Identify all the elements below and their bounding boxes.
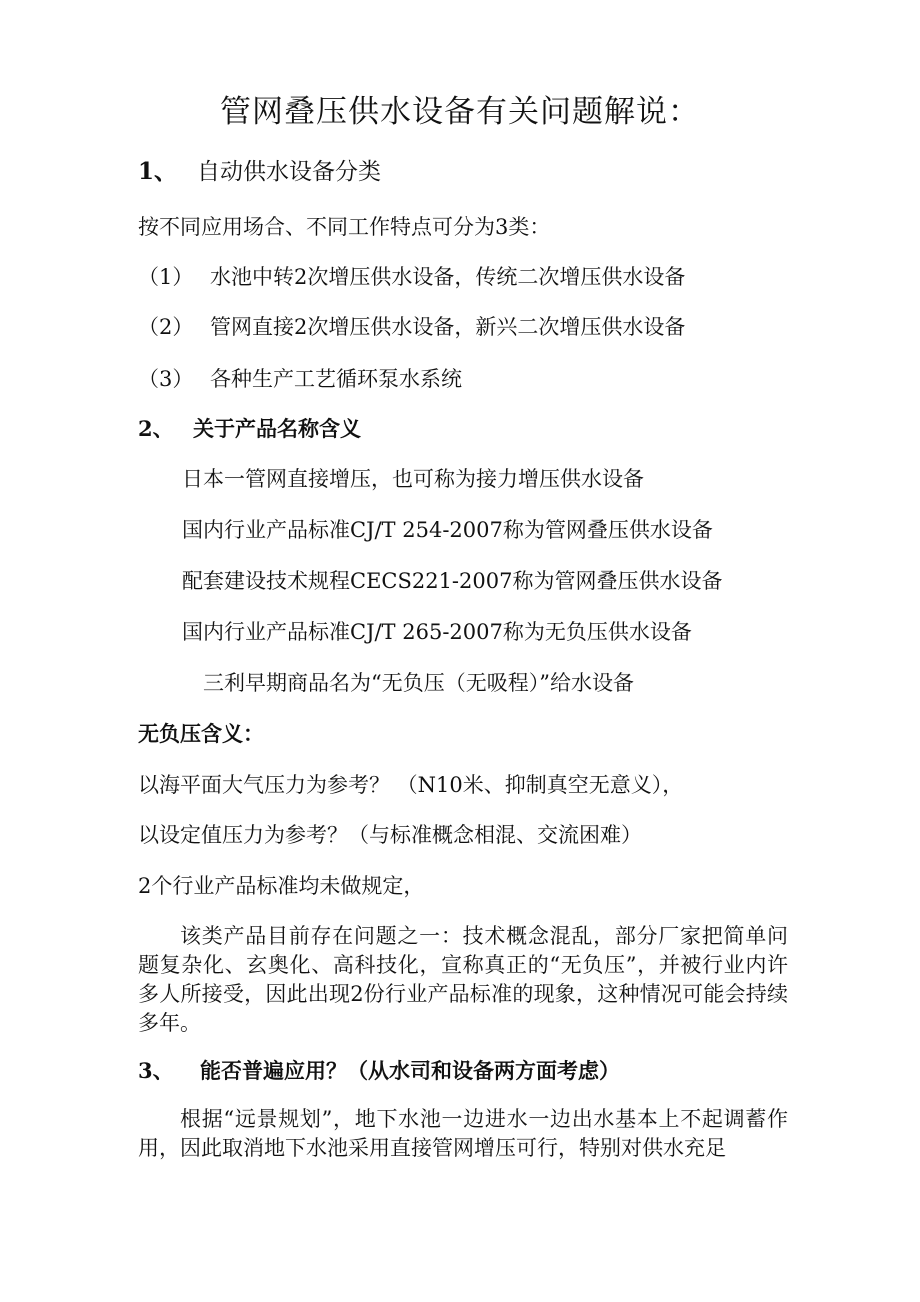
list-item: 管网直接2次增压供水设备，新兴二次增压供水设备 bbox=[210, 315, 686, 339]
section-2-heading: 关于产品名称含义 bbox=[193, 416, 361, 441]
section-3-paragraph: 根据“远景规划”，地下水池一边进水一边出水基本上不起调蓄作用，因此取消地下水池采用直接管网增压可行，特别对供水充足 bbox=[138, 1107, 788, 1160]
list-item-number: （1） bbox=[138, 265, 194, 289]
meaning-line: 以海平面大气压力为参考？ （N10米、抑制真空无意义）， bbox=[138, 773, 684, 797]
meaning-line: 2个行业产品标准均未做规定， bbox=[138, 874, 425, 898]
name-line: 日本一管网直接增压，也可称为接力增压供水设备 bbox=[182, 467, 644, 491]
problem-paragraph: 该类产品目前存在问题之一：技术概念混乱，部分厂家把简单问题复杂化、玄奥化、高科技化，宣称真正的“无负压”，并被行业内许多人所接受，因此出现2份行业产品标准的现象，这种情况可能会持续多年。 bbox=[138, 924, 788, 1035]
name-line: 国内行业产品标准CJ/T 265-2007称为无负压供水设备 bbox=[182, 620, 692, 644]
meaning-line: 以设定值压力为参考？（与标准概念相混、交流困难） bbox=[138, 823, 642, 847]
section-1-number: 1、 bbox=[138, 158, 178, 185]
section-2-number: 2、 bbox=[138, 416, 174, 441]
section-3-heading: 能否普遍应用？（从水司和设备两方面考虑） bbox=[200, 1058, 620, 1083]
list-item: 水池中转2次增压供水设备，传统二次增压供水设备 bbox=[210, 265, 686, 289]
section-3-number: 3、 bbox=[138, 1058, 174, 1083]
meaning-heading: 无负压含义： bbox=[138, 721, 264, 746]
list-item-number: （2） bbox=[138, 315, 194, 339]
list-item: 各种生产工艺循环泵水系统 bbox=[210, 367, 462, 391]
name-line: 三利早期商品名为“无负压（无吸程）”给水设备 bbox=[203, 671, 634, 695]
section-1-intro: 按不同应用场合、不同工作特点可分为3类： bbox=[138, 215, 551, 239]
name-line: 国内行业产品标准CJ/T 254-2007称为管网叠压供水设备 bbox=[182, 518, 713, 542]
section-1-heading: 自动供水设备分类 bbox=[197, 159, 381, 185]
page-title: 管网叠压供水设备有关问题解说： bbox=[220, 94, 700, 130]
list-item-number: （3） bbox=[138, 367, 194, 391]
name-line: 配套建设技术规程CECS221-2007称为管网叠压供水设备 bbox=[182, 569, 723, 593]
